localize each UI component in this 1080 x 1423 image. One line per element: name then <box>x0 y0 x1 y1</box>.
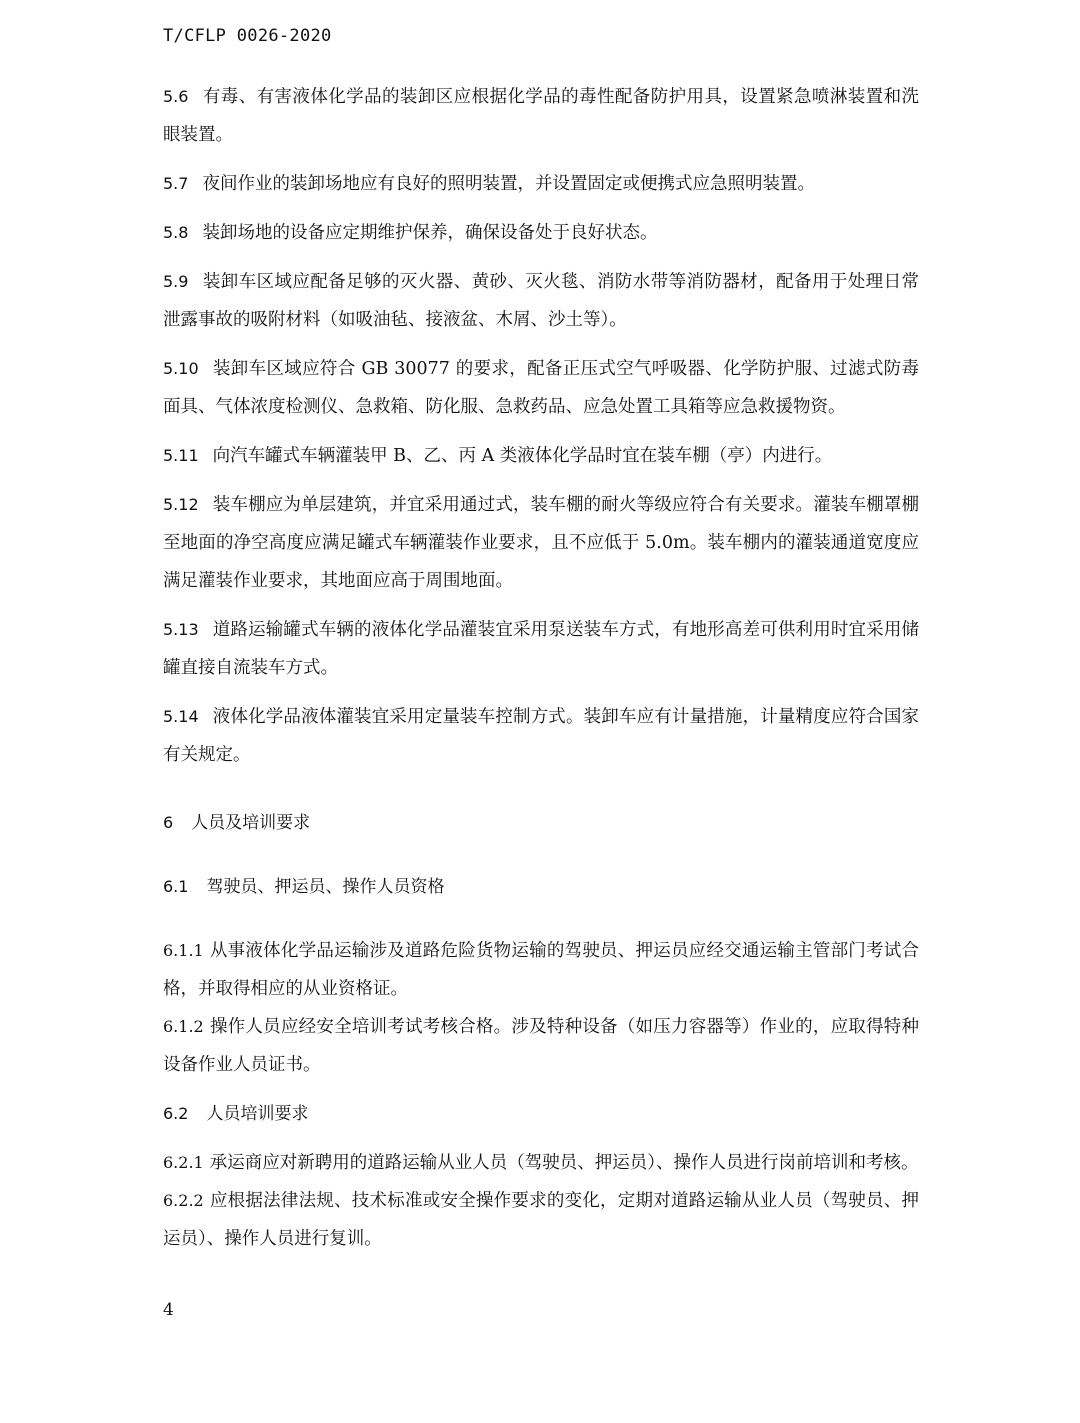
clause-number: 5.12 <box>163 495 199 514</box>
clause-text: 装车棚应为单层建筑，并宜采用通过式，装车棚的耐火等级应符合有关要求。灌装车棚罩棚至地面的净空高度应满足罐式车辆灌装作业要求，且不应低于 5.0m。装车棚内的灌装通道宽度应满足灌装作业要求，其地面应高于周围地面。 <box>163 495 919 591</box>
clause-number: 6.1.2 <box>163 1017 204 1036</box>
clause-6-2-1 <box>163 1144 919 1182</box>
document-body <box>163 78 919 1269</box>
clause-text: 夜间作业的装卸场地应有良好的照明装置，并设置固定或便携式应急照明装置。 <box>202 174 815 194</box>
clause-text: 道路运输罐式车辆的液体化学品灌装宜采用泵送装车方式，有地形高差可供利用时宜采用储罐直接自流装车方式。 <box>163 620 919 678</box>
clause-number: 5.11 <box>163 446 199 465</box>
clause-text: 液体化学品液体灌装宜采用定量装车控制方式。装卸车应有计量措施，计量精度应符合国家有关规定。 <box>163 707 919 765</box>
section-heading-6-2 <box>163 1095 919 1133</box>
clause-number: 5.9 <box>163 272 189 291</box>
clause-5-11 <box>163 437 919 475</box>
section-number: 6.2 <box>163 1104 189 1123</box>
clause-6-2-2 <box>163 1182 919 1258</box>
section-number: 6 <box>163 813 174 832</box>
clause-5-14 <box>163 698 919 774</box>
clause-text: 有毒、有害液体化学品的装卸区应根据化学品的毒性配备防护用具，设置紧急喷淋装置和洗眼装置。 <box>163 87 919 145</box>
section-title: 驾驶员、押运员、操作人员资格 <box>206 877 445 897</box>
clause-text: 从事液体化学品运输涉及道路危险货物运输的驾驶员、押运员应经交通运输主管部门考试合格，并取得相应的从业资格证。 <box>163 941 919 999</box>
clause-number: 6.2.2 <box>163 1191 204 1210</box>
clause-text: 应根据法律法规、技术标准或安全操作要求的变化，定期对道路运输从业人员（驾驶员、押运员）、操作人员进行复训。 <box>163 1191 919 1249</box>
clause-number: 6.2.1 <box>163 1153 204 1172</box>
clause-number: 5.14 <box>163 707 199 726</box>
clause-text: 向汽车罐式车辆灌装甲 B、乙、丙 A 类液体化学品时宜在装车棚（亭）内进行。 <box>212 446 833 466</box>
clause-number: 5.7 <box>163 174 189 193</box>
clause-5-13 <box>163 611 919 687</box>
clause-text: 承运商应对新聘用的道路运输从业人员（驾驶员、押运员）、操作人员进行岗前培训和考核。 <box>209 1153 919 1173</box>
clause-text: 装卸车区域应配备足够的灭火器、黄砂、灭火毯、消防水带等消防器材，配备用于处理日常泄露事故的吸附材料（如吸油毡、接液盆、木屑、沙土等）。 <box>163 272 919 330</box>
clause-number: 5.8 <box>163 223 189 242</box>
clause-number: 5.6 <box>163 87 189 106</box>
clause-text: 装卸场地的设备应定期维护保养，确保设备处于良好状态。 <box>202 223 658 243</box>
clause-5-7 <box>163 165 919 203</box>
clause-number: 5.10 <box>163 359 199 378</box>
clause-number: 6.1.1 <box>163 941 204 960</box>
clause-5-8 <box>163 214 919 252</box>
clause-text: 装卸车区域应符合 GB 30077 的要求，配备正压式空气呼吸器、化学防护服、过滤式防毒面具、气体浓度检测仪、急救箱、防化服、急救药品、应急处置工具箱等应急救援物资。 <box>163 359 919 417</box>
page-number: 4 <box>163 1300 174 1320</box>
clause-5-10 <box>163 350 919 426</box>
section-title: 人员培训要求 <box>206 1104 309 1124</box>
clause-5-6 <box>163 78 919 154</box>
section-heading-6-1 <box>163 868 919 906</box>
section-title: 人员及培训要求 <box>191 813 311 833</box>
clause-text: 操作人员应经安全培训考试考核合格。涉及特种设备（如压力容器等）作业的，应取得特种设备作业人员证书。 <box>163 1017 919 1075</box>
section-number: 6.1 <box>163 877 189 896</box>
clause-number: 5.13 <box>163 620 199 639</box>
clause-5-12 <box>163 486 919 600</box>
clause-6-1-1 <box>163 932 919 1008</box>
clause-5-9 <box>163 263 919 339</box>
standard-code-header: T/CFLP 0026-2020 <box>163 26 332 46</box>
section-heading-6 <box>163 804 919 842</box>
clause-6-1-2 <box>163 1008 919 1084</box>
